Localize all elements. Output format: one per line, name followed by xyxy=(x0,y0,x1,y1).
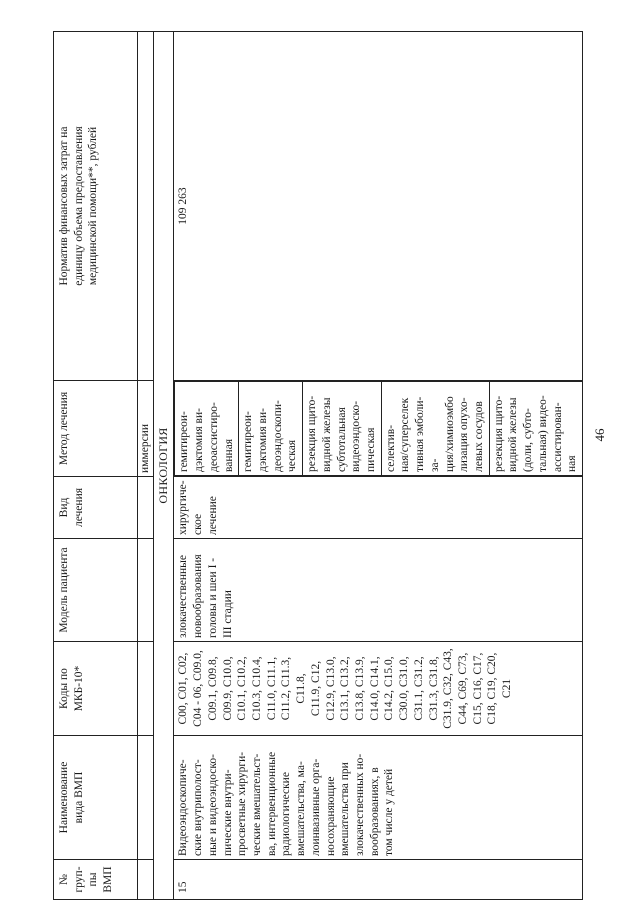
previous-row-tail xyxy=(138,32,154,900)
row-name: Видеоэндоскопиче- ские внутриполост- ные и видеоэндоско- пические внутри- просветные хирурги- ческие вмешательст- ва, интервенционные радиологические вмешательства, ма- лоинвазивные орга- носохраняющие вмешательства при злокачественных но- вообразованиях, в том числе у детей xyxy=(174,736,583,860)
header-norm: Норматив финансовых затрат на единицу объема предоставления медицинской помощи**, рублей xyxy=(54,32,138,381)
row-norm: 109 263 xyxy=(174,32,583,381)
row-methods xyxy=(174,381,583,477)
row-model: злокачественные новообразования головы и шеи I - III стадии xyxy=(174,539,583,642)
header-name: Наименование вида ВМП xyxy=(54,736,138,860)
method-item: резекция щито- видной железы (доли, субто- тальная) видео- ассистирован- ная xyxy=(489,382,582,476)
method-item: резекция щито- видной железы субтотальная видеоэндоско- пическая xyxy=(303,382,382,476)
table-row xyxy=(174,32,583,900)
row-codes: C00, C01, C02, C04 - 06, C09.0, C09.1, C09.8, C09.9, C10.0, C10.1, C10.2, C10.3, C10.4, C11.0, C11.1, C11.2, C11.3, C11.8, C11.9, C12, C12.9, C13.0, C13.1, C13.2, C13.8, C13.9, C14.0, C14.1, C14.2, C15.0, C30.0, C31.0, C31.1, C31.2, C31.3, C31.8, C31.9, C32, C43, C44, C69, C73, C15, C16, C17, C18, C19, C20, C21 xyxy=(174,642,583,736)
previous-method: иммерсии xyxy=(138,381,154,477)
row-group-no: 15 xyxy=(174,860,583,900)
method-item: гемитиреои- дэктомия ви- деоэндоскопи- ческая xyxy=(239,382,303,476)
header-row xyxy=(54,32,138,900)
header-kind: Вид лечения xyxy=(54,477,138,539)
header-group-no: № груп- пы ВМП xyxy=(54,860,138,900)
method-item: селектив- ная/суперселек тивная эмболи- за- ция/химиоэмбо лизация опухо- левых сосудов xyxy=(381,382,489,476)
methods-list xyxy=(174,381,582,476)
row-kind: хирургиче- ское лечение xyxy=(174,477,583,539)
header-codes: Коды по МКБ-10* xyxy=(54,642,138,736)
header-model: Модель пациента xyxy=(54,539,138,642)
header-method: Метод лечения xyxy=(54,381,138,477)
section-title: ОНКОЛОГИЯ xyxy=(154,32,174,900)
section-row xyxy=(154,32,174,900)
vmp-table xyxy=(53,31,583,900)
method-item: гемитиреои- дэктомия ви- деоассистиро- ванная xyxy=(175,382,239,476)
page-number: 46 xyxy=(592,428,607,442)
